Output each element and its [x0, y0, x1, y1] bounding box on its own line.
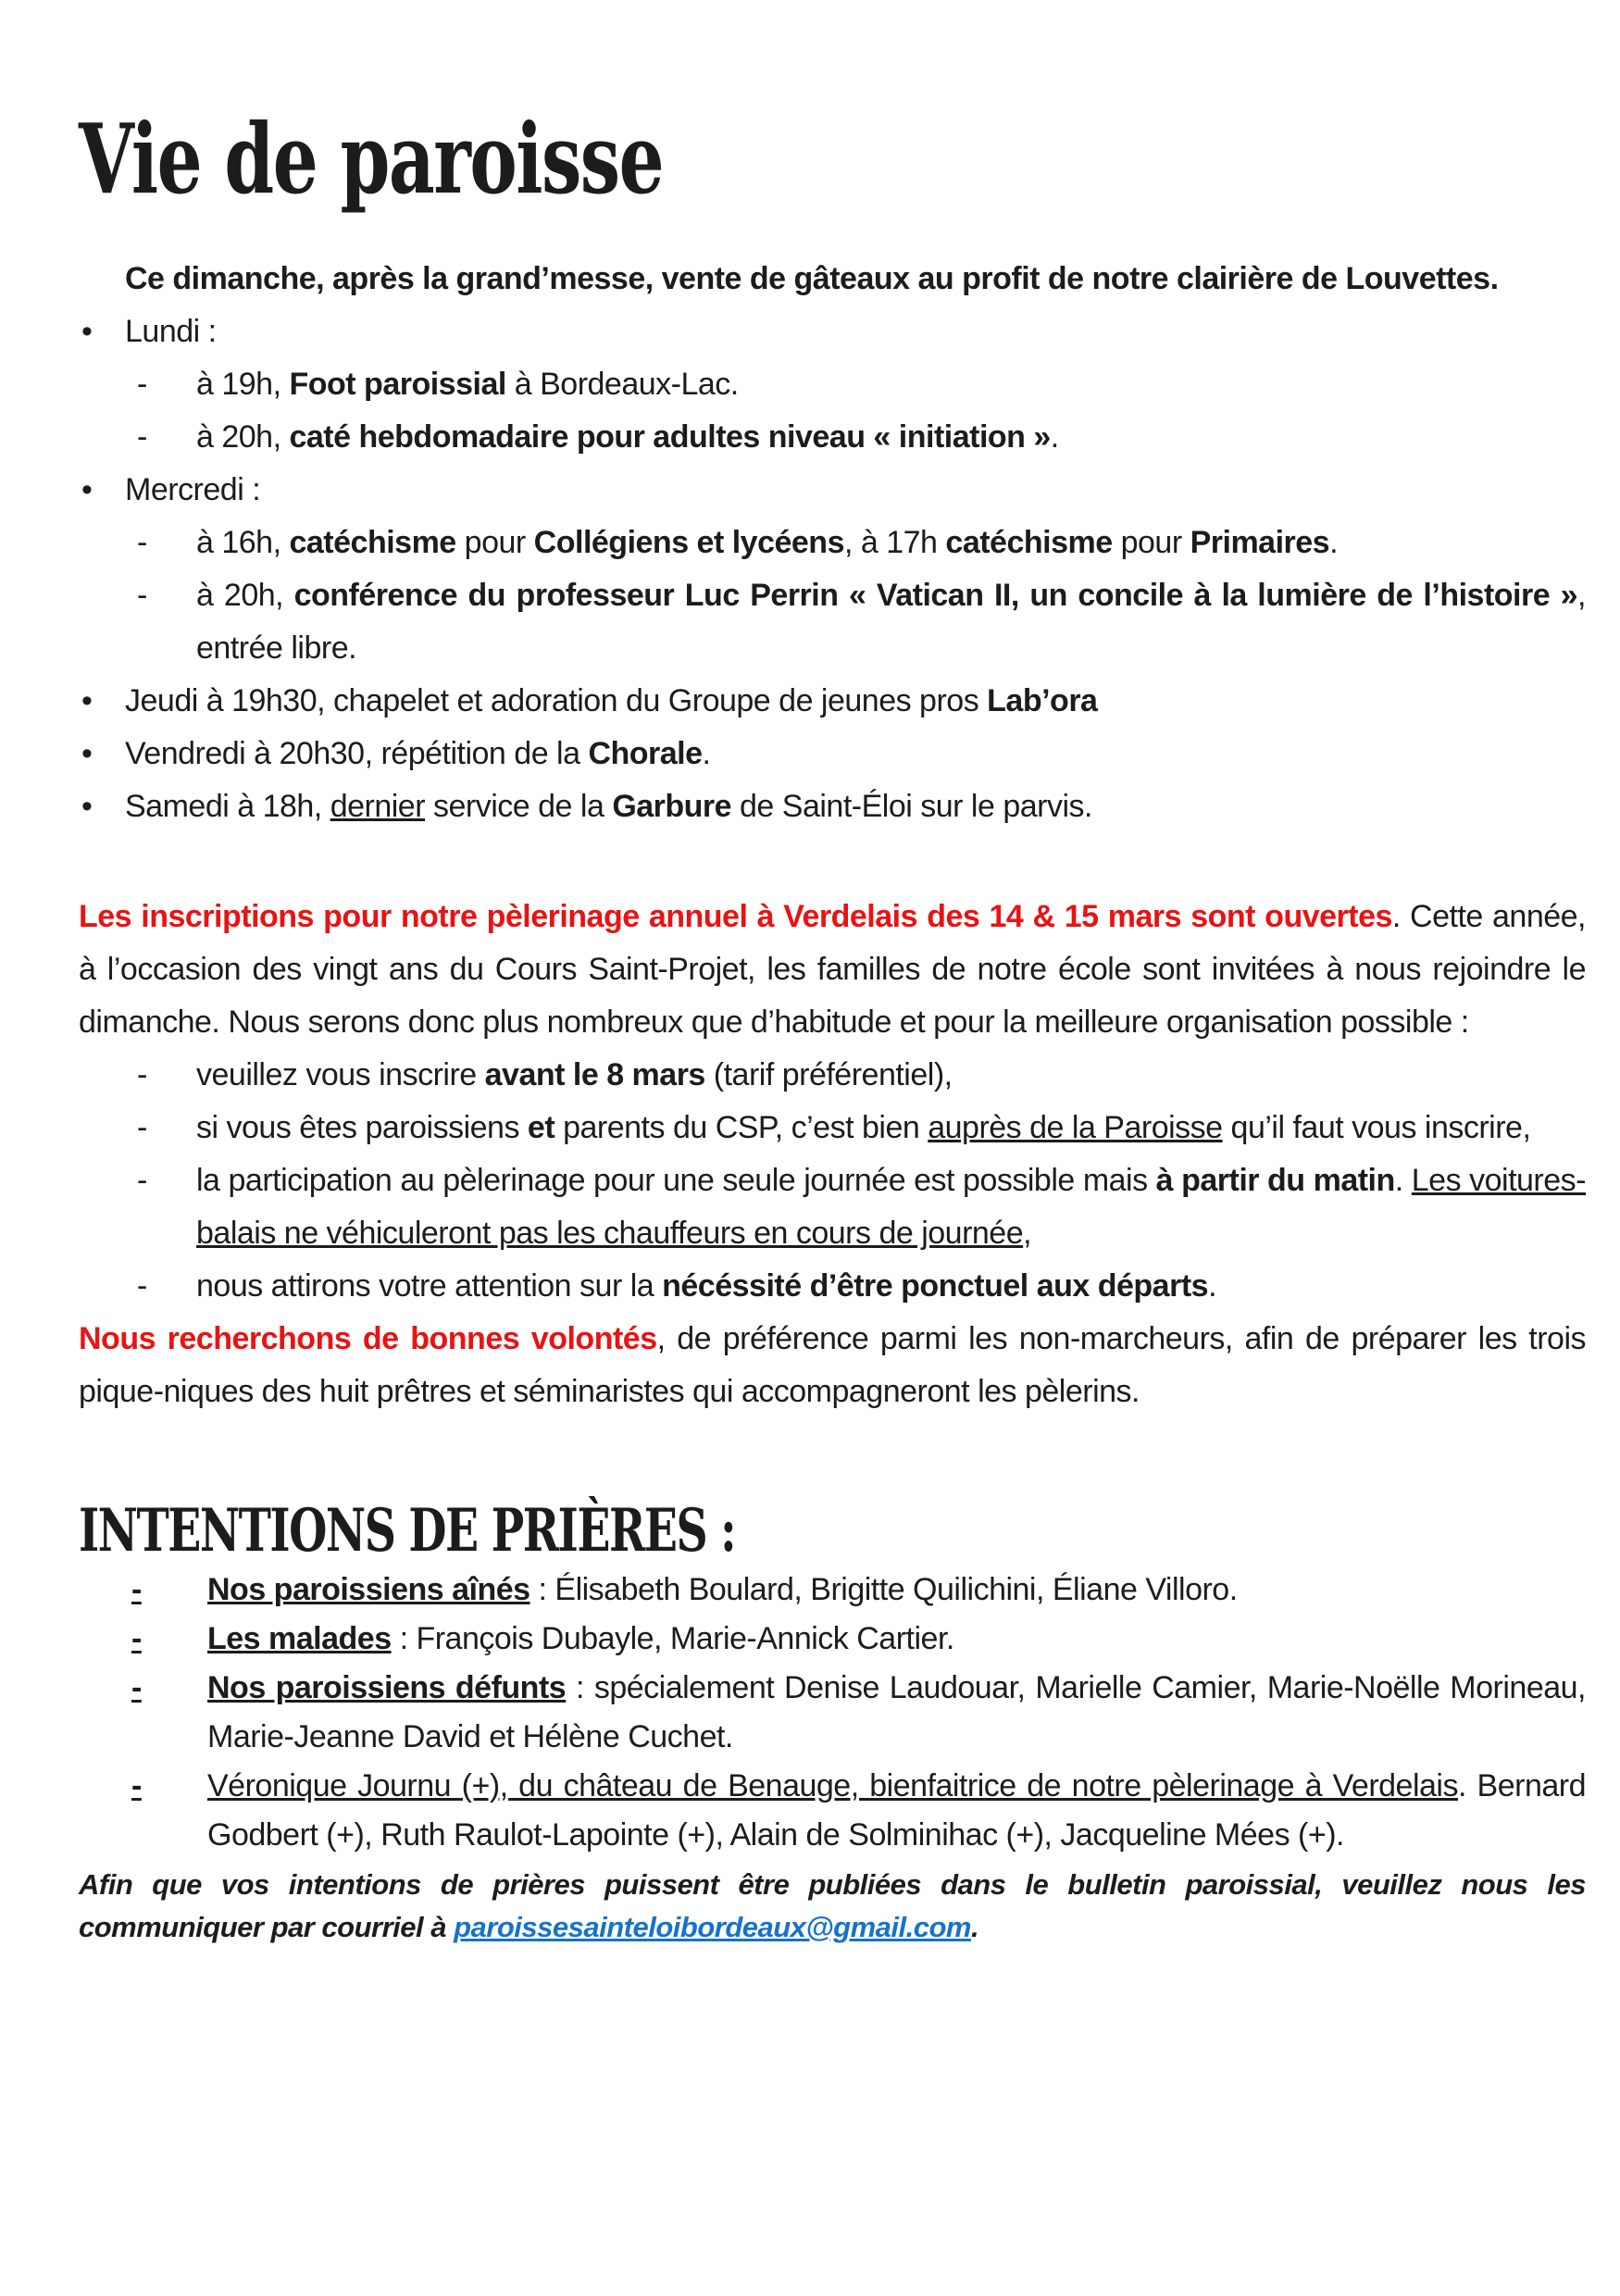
text-segment: conférence du professeur Luc Perrin « Vatican II, un concile à la lumière de l’histoire » [293, 578, 1578, 613]
text-segment: Les voitures-balais ne véhiculeront pas les chauffeurs en cours de journée [196, 1163, 1586, 1251]
text-segment: Primaires [1190, 525, 1330, 560]
dash-marker: - [137, 525, 147, 560]
text-segment: . [1394, 1163, 1412, 1198]
dash-marker: - [131, 1768, 142, 1803]
dash-item [79, 569, 1586, 675]
prayer-item [79, 1762, 1586, 1860]
text-segment: Nos paroissiens défunts [207, 1670, 567, 1705]
paragraph [125, 253, 1586, 306]
text-segment: caté hebdomadaire pour adultes niveau « initiation » [289, 419, 1051, 455]
text-segment: Les inscriptions pour notre pèlerinage annuel à Verdelais des 14 & 15 mars sont ouvertes [79, 899, 1392, 934]
text-segment: Mercredi : [125, 472, 261, 507]
text-segment: Les malades [207, 1621, 392, 1656]
bullet-marker: • [81, 683, 93, 718]
bullet-item [79, 728, 1586, 780]
text-segment: Vendredi à 20h30, répétition de la [125, 736, 589, 771]
bullet-marker: • [81, 736, 93, 771]
text-segment: Nos paroissiens aînés [207, 1572, 530, 1607]
text-segment: . [1329, 525, 1339, 560]
dash-marker: - [131, 1572, 142, 1607]
text-segment: Afin que vos intentions de prières puissent être publiées dans le bulletin paroissial, veuillez nous les communiquer par courriel à [79, 1868, 1586, 1943]
spacer [79, 833, 1586, 891]
dash-marker: - [137, 578, 147, 613]
text-segment: à 16h, [196, 525, 290, 560]
text-segment: la participation au pèlerinage pour une seule journée est possible mais [196, 1163, 1156, 1198]
prayer-item [79, 1664, 1586, 1762]
text-segment: dernier [330, 789, 426, 824]
bullet-marker: • [81, 472, 93, 507]
dash-item [79, 1154, 1586, 1260]
text-segment: Foot paroissial [289, 367, 506, 402]
prayer-item [79, 1566, 1586, 1615]
text-segment: Nous recherchons de bonnes volontés [79, 1321, 657, 1356]
text-segment: qu’il faut vous inscrire, [1222, 1110, 1531, 1145]
dash-marker: - [137, 419, 147, 455]
paragraph [79, 1313, 1586, 1418]
page-title [79, 102, 1586, 216]
paragraph [79, 891, 1586, 1049]
text-segment: . Cette année, à l’occasion des vingt ans du Cours Saint-Projet, les familles de notre école sont invitées à nous rejoindre le dimanche. Nous serons donc plus nombreux que d’habitude et pour la meilleure organisation possible : [79, 899, 1586, 1040]
bullet-marker: • [81, 789, 93, 824]
prayer-item [79, 1615, 1586, 1664]
text-segment: : Élisabeth Boulard, Brigitte Quilichini, Éliane Villoro. [530, 1572, 1238, 1607]
text-segment: à 19h, [196, 367, 290, 402]
text-segment: (tarif préférentiel), [704, 1057, 953, 1092]
text-segment: avant le 8 mars [484, 1057, 705, 1092]
page-title-text: Vie de paroisse [79, 102, 664, 216]
dash-item [79, 358, 1586, 411]
text-segment: Lab’ora [987, 683, 1098, 718]
text-segment: Jeudi à 19h30, chapelet et adoration du Groupe de jeunes pros [125, 683, 988, 718]
document-content [79, 253, 1586, 1949]
text-segment: Véronique Journu (+), du château de Benauge, bienfaitrice de notre pèlerinage à Verdelais [207, 1768, 1458, 1803]
text-segment: à Bordeaux-Lac. [505, 367, 739, 402]
text-segment: veuillez vous inscrire [196, 1057, 485, 1092]
section-heading [79, 1496, 1586, 1566]
text-segment: nous attirons votre attention sur la [196, 1268, 663, 1304]
dash-marker: - [137, 367, 147, 402]
text-segment: . Bernard Godbert (+), Ruth Raulot-Lapointe (+), Alain de Solminihac (+), Jacqueline Mées (+). [207, 1768, 1586, 1853]
text-segment: Garbure [612, 789, 732, 824]
text-segment: Lundi : [125, 314, 217, 349]
text-segment: . [702, 736, 711, 771]
footer-note [79, 1864, 1586, 1949]
text-segment: Samedi à 18h, [125, 789, 330, 824]
text-segment: : François Dubayle, Marie-Annick Cartier. [391, 1621, 954, 1656]
spacer [79, 1418, 1586, 1496]
text-segment: . [1208, 1268, 1217, 1304]
text-segment: , de préférence parmi les non-marcheurs, afin de préparer les trois pique-niques des huit prêtres et séminaristes qui accompagneront les pèlerins. [79, 1321, 1586, 1409]
dash-item [79, 517, 1586, 569]
text-segment: service de la [425, 789, 613, 824]
text-segment: catéchisme [289, 525, 456, 560]
text-segment: parents du CSP, c’est bien [555, 1110, 928, 1145]
text-segment: , [1023, 1216, 1032, 1251]
text-segment: . [1050, 419, 1059, 455]
dash-item [79, 1102, 1586, 1154]
text-segment: Collégiens et lycéens [533, 525, 844, 560]
bullet-item [79, 306, 1586, 358]
text-segment: de Saint-Éloi sur le parvis. [731, 789, 1092, 824]
text-segment: à 20h, [196, 578, 294, 613]
text-segment: catéchisme [945, 525, 1113, 560]
text-segment: et [527, 1110, 555, 1145]
text-segment: à 20h, [196, 419, 290, 455]
text-segment: Ce dimanche, après la grand’messe, vente de gâteaux au profit de notre clairière de Louvettes. [125, 261, 1499, 296]
text-segment: si vous êtes paroissiens [196, 1110, 528, 1145]
dash-marker: - [131, 1621, 142, 1656]
dash-item [79, 411, 1586, 464]
dash-marker: - [137, 1057, 147, 1092]
text-segment: : spécialement Denise Laudouar, Marielle Camier, Marie-Noëlle Morineau, Marie-Jeanne David et Hélène Cuchet. [207, 1670, 1586, 1754]
bullet-marker: • [81, 314, 93, 349]
text-segment: . [970, 1911, 979, 1943]
email-link[interactable]: paroissesainteloibordeaux@gmail.com [454, 1911, 971, 1943]
dash-marker: - [137, 1163, 147, 1198]
dash-item [79, 1049, 1586, 1102]
text-segment: auprès de la Paroisse [928, 1110, 1223, 1145]
bullet-item [79, 675, 1586, 728]
bullet-item [79, 464, 1586, 517]
text-segment: pour [455, 525, 534, 560]
text-segment: Chorale [588, 736, 703, 771]
dash-marker: - [137, 1110, 147, 1145]
dash-item [79, 1260, 1586, 1313]
text-segment: , entrée libre. [196, 578, 1586, 666]
text-segment: pour [1112, 525, 1190, 560]
dash-marker: - [131, 1670, 142, 1705]
dash-marker: - [137, 1268, 147, 1304]
text-segment: , à 17h [843, 525, 946, 560]
section-heading-text: INTENTIONS DE PRIÈRES : [79, 1496, 736, 1566]
text-segment: à partir du matin [1155, 1163, 1395, 1198]
bullet-item [79, 780, 1586, 833]
text-segment: nécéssité d’être ponctuel aux départs [662, 1268, 1209, 1304]
